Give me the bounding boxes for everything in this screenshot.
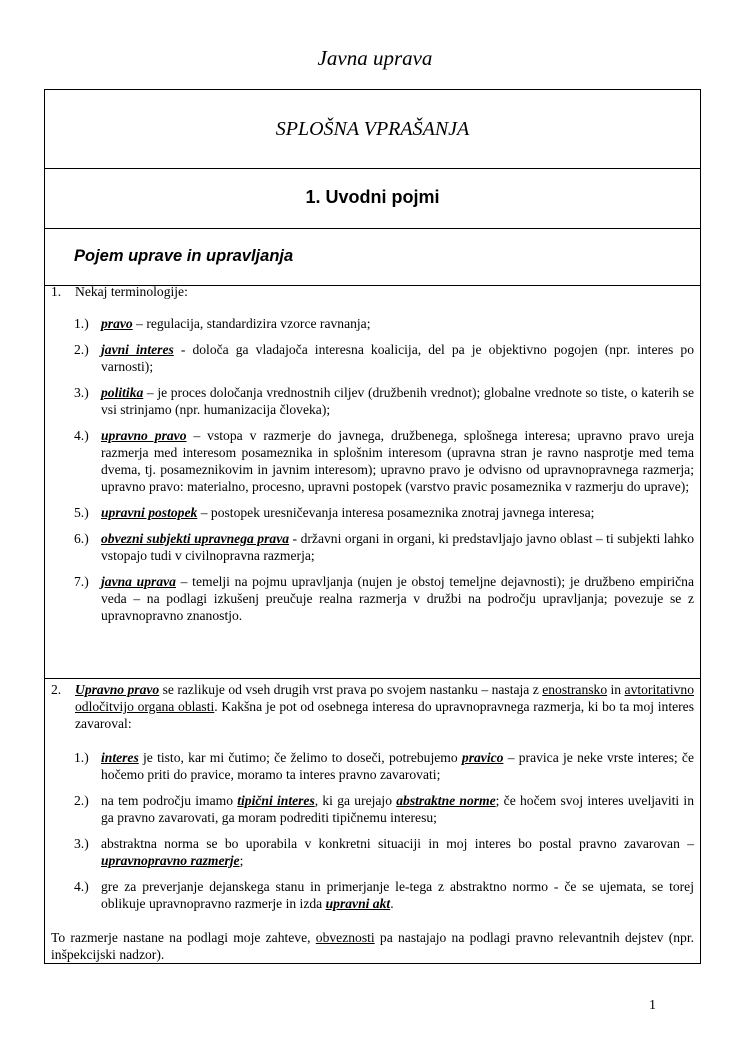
item-text: . bbox=[390, 896, 394, 911]
item-number: 2.) bbox=[74, 342, 89, 357]
list-item bbox=[74, 878, 694, 912]
question-text: in bbox=[607, 682, 625, 697]
list-item bbox=[74, 530, 694, 564]
item-text: gre za preverjanje dejanskega stanu in primerjanje le-tega z abstraktno normo - če se ujemata, se torej oblikuje upravnopravno razmerje in izda bbox=[101, 879, 694, 911]
page-number: 1 bbox=[649, 998, 656, 1013]
question-number: 2. bbox=[51, 682, 62, 697]
term: upravni akt bbox=[325, 896, 391, 911]
paragraph-text: To razmerje nastane na podlagi moje zahteve, bbox=[51, 930, 316, 945]
term: interes bbox=[101, 750, 139, 765]
term: upravno pravo bbox=[101, 428, 187, 443]
item-text: ; bbox=[239, 853, 244, 868]
question-2 bbox=[45, 679, 700, 963]
list-item bbox=[74, 427, 694, 495]
item-number: 4.) bbox=[74, 879, 89, 894]
underlined-phrase: avtoritativno odločitvijo organa oblasti bbox=[75, 682, 694, 714]
term: javni interes bbox=[101, 342, 174, 357]
item-text: , ki ga urejajo bbox=[314, 793, 397, 808]
chapter-title: 1. Uvodni pojmi bbox=[45, 169, 700, 229]
definition: – temelji na pojmu upravljanja (nujen je obstoj temeljne dejavnosti); je družbeno empirična veda – na podlagi izkušenj preučuje realna razmerja v družbi na področju upravljanja; povezuje se z upravnopravno znanostjo. bbox=[101, 574, 694, 623]
list-item bbox=[74, 341, 694, 375]
question-text: . Kakšna je pot od osebnega interesa do upravnopravnega razmerja, ki bo ta moj interes zavaroval: bbox=[75, 699, 694, 731]
term: javna uprava bbox=[101, 574, 176, 589]
list-item bbox=[74, 384, 694, 418]
item-number: 5.) bbox=[74, 505, 89, 520]
list-item bbox=[74, 504, 694, 521]
underlined-phrase: obveznosti bbox=[315, 930, 375, 945]
item-text: je tisto, kar mi čutimo; če želimo to doseči, potrebujemo bbox=[138, 750, 462, 765]
list-item bbox=[74, 749, 694, 783]
item-text: ; če hočem svoj interes uveljaviti in ga pravno zavarovati, ga moram podrediti tipičnemu interesu; bbox=[101, 793, 694, 825]
section-title: SPLOŠNA VPRAŠANJA bbox=[45, 90, 700, 169]
term: pravo bbox=[101, 316, 133, 331]
term: obvezni subjekti upravnega prava bbox=[101, 531, 290, 546]
item-number: 1.) bbox=[74, 750, 89, 765]
question-1 bbox=[45, 283, 700, 679]
item-number: 3.) bbox=[74, 836, 89, 851]
term: tipični interes bbox=[237, 793, 315, 808]
document-title: Javna uprava bbox=[317, 46, 433, 70]
term: abstraktne norme bbox=[396, 793, 496, 808]
item-number: 1.) bbox=[74, 316, 89, 331]
closing-paragraph bbox=[51, 929, 694, 963]
item-number: 7.) bbox=[74, 574, 89, 589]
item-number: 2.) bbox=[74, 793, 89, 808]
question-text: Nekaj terminologije: bbox=[75, 284, 188, 299]
term: upravnopravno razmerje bbox=[101, 853, 240, 868]
question-number: 1. bbox=[51, 284, 62, 299]
list-item bbox=[74, 835, 694, 869]
item-number: 4.) bbox=[74, 428, 89, 443]
definition: – regulacija, standardizira vzorce ravnanja; bbox=[132, 316, 371, 331]
definition: - določa ga vladajoča interesna koalicija, del pa je objektivno pogojen (npr. interes po varnosti); bbox=[101, 342, 694, 374]
definition: – postopek uresničevanja interesa posameznika znotraj javnega interesa; bbox=[197, 505, 595, 520]
item-number: 6.) bbox=[74, 531, 89, 546]
list-item bbox=[74, 792, 694, 826]
term: upravni postopek bbox=[101, 505, 198, 520]
underlined-phrase: enostransko bbox=[542, 682, 608, 697]
definition: – vstopa v razmerje do javnega, družbenega, splošnega interesa; upravno pravo ureja razmerja med interesom posameznika in splošnim interesom (upravna stran je ravno nasprotje med tema dvema, tj. posameznikovim in javnim interesom); upravno pravo je odvisno od upravnopravnega razmerja; upravno pravo: materialno, procesno, upravni postopek (varstvo pravic posameznika v razmerju do uprave); bbox=[101, 428, 695, 494]
item-text: – pravica je neke vrste interes; če hočemo priti do pravice, moramo ta interes pravno zavarovati; bbox=[101, 750, 694, 782]
topic-title: Pojem uprave in upravljanja bbox=[45, 229, 700, 286]
paragraph-text: pa nastajajo na podlagi pravno relevantnih dejstev (npr. inšpekcijski nadzor). bbox=[51, 930, 694, 962]
term: pravico bbox=[461, 750, 504, 765]
item-text: abstraktna norma se bo uporabila v konkretni situaciji in moj interes bo postal pravno zavarovan – bbox=[101, 836, 694, 851]
term: politika bbox=[101, 385, 144, 400]
definition: – je proces določanja vrednostnih ciljev (družbenih vrednot); globalne vrednote so tiste, o katerih se vsi strinjamo (npr. humanizacija človeka); bbox=[101, 385, 694, 417]
content-frame bbox=[44, 89, 701, 964]
term: Upravno pravo bbox=[75, 682, 160, 697]
item-text: na tem področju imamo bbox=[101, 793, 238, 808]
list-item bbox=[74, 573, 694, 624]
question-text: se razlikuje od vseh drugih vrst prava po svojem nastanku – nastaja z bbox=[159, 682, 543, 697]
definition: - državni organi in organi, ki predstavljajo javno oblast – ti subjekti lahko vstopajo tudi v civilnopravna razmerja; bbox=[101, 531, 695, 563]
list-item bbox=[74, 315, 694, 332]
item-number: 3.) bbox=[74, 385, 89, 400]
